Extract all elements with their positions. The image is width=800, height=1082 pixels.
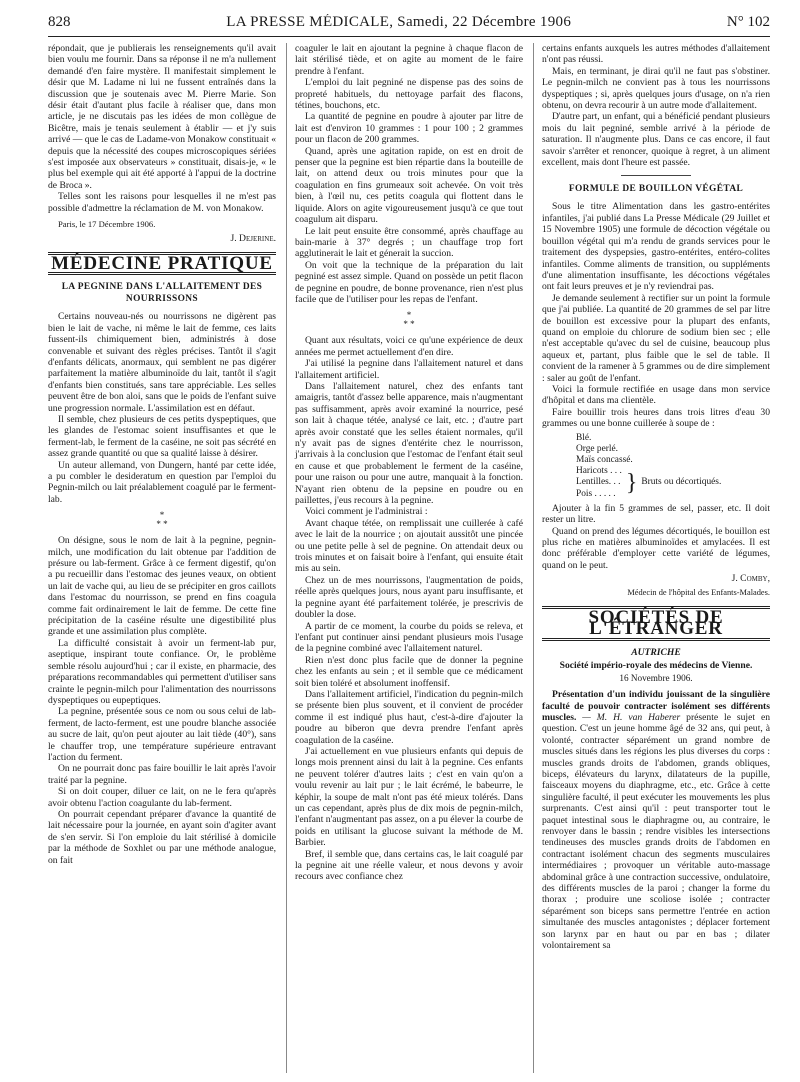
paragraph: certains enfants auxquels les autres méthodes d'allaitement n'ont pas réussi. [542, 43, 770, 66]
paragraph: Dans l'allaitement naturel, chez des enfants tant amaigris, tantôt d'assez belle apparence, mais n'augmentant pas suffisamment, après avoir examiné la nourrice, pesé son lait à chaque tétée, analysé ce lait, etc. ; d'autre part après avoir constaté que les selles étaient normales, qu'il n'y avait pas de signes d'entérite chez le nourrisson, j'arrivais à la conclusion que l'estomac de l'enfant était seul en cause et que probablement le ferment de la caséine, pour une raison ou pour une autre, manquait à la fonction. N'ayant rien obtenu de la pepsine en poudre ou en paillettes, j'eus recours à la pegnine. [295, 380, 523, 507]
communication-title: Présentation d'un individu jouissant de la singulière faculté de pouvoir contracter isolément ses différents muscles. [542, 689, 770, 723]
signature: J. Dejerine. [230, 232, 276, 244]
list-note: Bruts ou décortiqués. [641, 477, 722, 488]
paragraph: Telles sont les raisons pour lesquelles il ne m'est pas possible d'admettre la réclamation de M. von Monakow. [48, 191, 276, 214]
list-item: Blé. [576, 432, 592, 443]
section-title-medecine-pratique: MÉDECINE PRATIQUE [48, 252, 276, 275]
paragraph: Il semble, chez plusieurs de ces petits dyspeptiques, que les glandes de l'estomac soient insuffisantes et que le ferment-lab, le ferment de la caséine, ne soit pas sécrété en assez grande quantité ou que sa qualité laisse à désirer. [48, 413, 276, 460]
list-item: Orge perlé. [576, 443, 618, 454]
paragraph: On désigne, sous le nom de lait à la pegnine, pegnin-milch, une modification du lait obtenue par l'addition de présure ou lab-ferment. Grâce à ce ferment digestif, qu'on a pu recueillir dans l'estomac des jeunes veaux, on obtient un lait de vache qui, au lieu de se précipiter en gros caillots dans l'estomac du nourrisson, se prend en fins coagula comme fait ordinairement le lait de femme. De cette fine précipitation de la caséine résulte une digestibilité plus grande et une assimilation plus complète. [48, 535, 276, 638]
paragraph: La difficulté consistait à avoir un ferment-lab pur, aseptique, inspirant toute confiance. Or, le problème semble résolu aujourd'hui ; car il existe, en pharmacie, des préparations recommandables qui permettent d'utiliser sans crainte le pegnin-milch pour l'alimentation des nourrissons dyspeptiques ou eupeptiques. [48, 637, 276, 706]
paragraph: On voit que la technique de la préparation du lait pegniné est assez simple. Quand on possède un petit flacon de pegnine en poudre, de bonne provenance, rien n'est plus facile que de l'utiliser pour les repas de l'enfant. [295, 259, 523, 305]
column-1 [48, 43, 276, 1073]
paragraph: Certains nouveau-nés ou nourrissons ne digèrent pas bien le lait de vache, ni même le lait de femme, ces laits fussent-ils chimiquement bien, administrés à dose convenable et suivant des règles précises. Tantôt il s'agit d'enfants délicats, anormaux, qui semblent ne pas digérer parfaitement la matière albuminoïde du lait, tantôt il s'agit d'enfants bien constitués, sans tare appréciable. Les selles peuvent être de bon aloi, sans que le poids de l'enfant suive une progression normale. L'assimilation est en défaut. [48, 311, 276, 414]
paragraph: La pegnine, présentée sous ce nom ou sous celui de lab-ferment, de lacto-ferment, est une poudre blanche associée au sucre de lait, qu'on peut ajouter au lait tiède (40°), sans le chauffer trop, une température supérieure entravant l'action du ferment. [48, 706, 276, 763]
paragraph: On ne pourrait donc pas faire bouillir le lait après l'avoir traité par la pegnine. [48, 763, 276, 786]
communication-text: présente le sujet en question. C'est un jeune homme âgé de 32 ans, qui peut, à volonté, contracter séparément un grand nombre de muscles situés dans les régions les plus diverses du corps : muscles grands droits de l'abdomen, grands obliques, biceps, élévateurs du larynx, dilatateurs de la pupille, faisceaux moyens du diaphragme, etc., etc. Grâce à cette singulière faculté, il peut exécuter les mouvements les plus surprenants. C'est ainsi qu'il : peut transporter tout le paquet intestinal sous le diaphragme ou, au contraire, le renvoyer dans le bassin ; rendre visibles les intersections tendineuses des muscles grands droits de l'abdomen en contractant isolément chacun des segments musculaires intermédiaires ; provoquer un véritable auto-massage abdominal grâce à une contraction successive, ondulatoire, des différents muscles de la paroi ; changer la forme du thorax ; produire une scoliose isolée ; contracter séparément son biceps sans permettre l'entrée en action simultanée des muscles antagonistes ; déplacer fortement son larynx par en haut ou par en bas ; dilater volontairement sa [542, 711, 770, 952]
divider [621, 175, 691, 176]
paragraph: La quantité de pegnine en poudre à ajouter par litre de lait est d'environ 10 grammes : 1 pour 100 ; 2 grammes pour un flacon de 200 grammes. [295, 111, 523, 146]
list-item: Maïs concassé. [576, 455, 633, 465]
article-title: FORMULE DE BOUILLON VÉGÉTAL [568, 184, 744, 195]
society-name: Société império-royale des médecins de Vienne. [559, 660, 753, 672]
paragraph: Voici la formule rectifiée en usage dans mon service d'hôpital et dans ma clientèle. [542, 383, 770, 407]
paragraph: Dans l'allaitement artificiel, l'indication du pegnin-milch se présente bien plus souvent, et il convient de procéder comme il est indiqué plus haut, c'est-à-dire d'ajouter la poudre au biberon que devra prendre l'enfant après coagulation de la caséine. [295, 688, 523, 746]
paragraph: Voici comment je l'administrai : [305, 506, 428, 518]
paragraph: Si on doit couper, diluer ce lait, on ne le fera qu'après avoir obtenu l'action coagulante du lab-ferment. [48, 786, 276, 809]
paragraph: coaguler le lait en ajoutant la pegnine à chaque flacon de lait stérilisé tiède, et on agite au moment de le faire prendre à l'enfant. [295, 43, 523, 77]
paragraph: Rien n'est donc plus facile que de donner la pegnine chez les enfants au sein ; et il semble que ce médicament soit bien toléré et absolument inoffensif. [295, 654, 523, 689]
page-header [48, 14, 770, 37]
columns [48, 43, 770, 1073]
paragraph: Quant aux résultats, voici ce qu'une expérience de deux années me permet actuellement d'en dire. [295, 335, 523, 358]
section-separator-stars: * * * [156, 510, 168, 530]
paragraph: Ajouter à la fin 5 grammes de sel, passer, etc. Il doit rester un litre. [542, 502, 770, 526]
column-2 [286, 43, 523, 1073]
paragraph: Quand on prend des légumes décortiqués, le bouillon est plus riche en matières albuminoïdes et amylacées. Il est donc préférable d'employer cette variété de légumes, quand on le peut. [542, 525, 770, 571]
paragraph: Le lait peut ensuite être consommé, après chauffage au bain-marie à 37° degrés ; un chauffage trop fort agglutinerait le lait et génerait la succion. [295, 225, 523, 260]
session-date: 16 Novembre 1906. [619, 672, 693, 683]
list-item: Haricots . . . [576, 466, 622, 477]
paragraph: D'autre part, un enfant, qui a bénéficié pendant plusieurs mois du lait pegniné, semble arrivé à la période de saturation. Il n'augmente plus. Dans ce cas encore, il faut savoir s'arrêter et renoncer, quoique à regret, à un aliment excellent, mais dont l'heure est passée. [542, 111, 770, 169]
column-3 [533, 43, 770, 1073]
paragraph: répondait, que je publierais les renseignements qu'il avait bien voulu me fournir. Dans sa réponse il ne m'a nullement demandé d'en faire mystère. Il manifestait simplement le désir que M. Ladame ni lui ne fussent entraînés dans la discussion que je soutenais avec M. Pierre Marie. Son désir était d'autant plus facile à réaliser que, dans mon article, je ne discutais pas les idées de mon collègue de Bicêtre, mais je tenais seulement à établir — et j'y suis arrivé — que le cas de Ladame-von Monakow constituait « depuis que la nécessité des coupes microscopiques sériées s'est imposée aux observateurs » constituait, disais-je, « le plus bel exemple qui ait été apporté à l'appui de la doctrine de Broca ». [48, 43, 276, 191]
paragraph: Un auteur allemand, von Dungern, hanté par cette idée, a pu combler le desideratum en question par l'emploi du Pegnin-milch ou lait préalablement coagulé par le ferment-lab. [48, 459, 276, 505]
section-title-societes: SOCIÉTÉS DE L'ÉTRANGER [542, 606, 770, 641]
letter-date: Paris, le 17 Décembre 1906. [58, 219, 156, 230]
paragraph: Avant chaque tétée, on remplissait une cuillerée à café avec le lait de la nourrice ; on ajoutait aussitôt une pincée ou une petite pelle à sel de pegnine. On attendait deux ou trois minutes et on faisait boire à l'enfant, qui ensuite était mis au sein. [295, 517, 523, 575]
article-title: LA PEGNINE DANS L'ALLAITEMENT DES NOURRISSONS [61, 282, 263, 305]
legume-group [576, 466, 770, 500]
journal-title: LA PRESSE MÉDICALE, Samedi, 22 Décembre 1906 [226, 14, 572, 30]
signature: J. Comby, [731, 573, 770, 585]
paragraph: A partir de ce moment, la courbe du poids se releva, et l'enfant put continuer ainsi pendant plusieurs mois l'usage de la pegnine combiné avec l'allaitement naturel. [295, 620, 523, 655]
brace: } [625, 470, 638, 496]
author: — M. H. van Haberer [576, 711, 681, 723]
country-heading: AUTRICHE [631, 646, 681, 658]
paragraph: Faire bouillir trois heures dans trois litres d'eau 30 grammes ou une bonne cuillerée à soupe de : [542, 406, 770, 430]
paragraph: On pourrait cependant préparer d'avance la quantité de lait nécessaire pour la journée, en ayant soin d'agiter avant de s'en servir. Si l'on emploie du lait stérilisé à domicile par la méthode de Soxhlet ou par une méthode analogue, on fait [48, 808, 276, 866]
ingredient-list [542, 433, 770, 500]
paragraph [542, 689, 770, 951]
affiliation: Médecin de l'hôpital des Enfants-Malades. [627, 587, 770, 597]
paragraph: Sous le titre Alimentation dans les gastro-entérites infantiles, j'ai publié dans La Presse Médicale (29 Juillet et 15 Novembre 1905) une formule de décoction végétale ou bouillon végétal qui m'a rendu de grands services pour le traitement des dyspepsies, gastro-entérites, entéro-colites infantiles. Comme aliments de transition, ou suppléments d'une alimentation insuffisante, les décoctions végétales ont fait leurs preuves et je n'y reviendrai pas. [542, 201, 770, 293]
paragraph: Bref, il semble que, dans certains cas, le lait coagulé par la pegnine ait une réelle valeur, et nous devons y avoir recours avec confiance chez [295, 848, 523, 883]
section-separator-stars: * * * [403, 310, 415, 330]
paragraph: L'emploi du lait pegniné ne dispense pas des soins de propreté habituels, du nettoyage parfait des flacons, tétines, bouchons, etc. [295, 77, 523, 112]
list-item: Pois . . . . . [576, 488, 616, 499]
paragraph: Je demande seulement à rectifier sur un point la formule que j'ai publiée. La quantité de 20 grammes de sel par litre de bouillon est excessive pour la plupart des enfants, quand on emploie du chlorure de sodium bien sec ; elle n'est acceptable qu'avec du sel de cuisine, beaucoup plus aqueux et, partant, plus faible que le sel de table. Il convient de la ramener à 5 grammes ou de dire simplement : saler au goût de l'enfant. [542, 292, 770, 384]
journal-page [48, 14, 770, 1074]
paragraph: Quand, après une agitation rapide, on est en droit de penser que la pegnine est bien répartie dans la bouteille de lait, on attend deux ou trois minutes pour que la coagulation en fins grumeaux soit achevée. On voit très bien, à l'œil nu, ces petits coagula qui flottent dans le liquide. Alors on agite vigoureusement jusqu'à ce que tout coagulum ait disparu. [295, 145, 523, 226]
issue-number: N° 102 [726, 14, 770, 30]
page-number: 828 [48, 14, 71, 30]
list-item: Lentilles. . . [576, 477, 621, 488]
paragraph: Chez un de mes nourrissons, l'augmentation de poids, réelle après quelques jours, nous ayant paru insuffisante, et la pegnine ayant été parfaitement tolérée, je prescrivis de doubler la dose. [295, 574, 523, 621]
paragraph: J'ai utilisé la pegnine dans l'allaitement naturel et dans l'allaitement artificiel. [295, 358, 523, 381]
paragraph: Mais, en terminant, je dirai qu'il ne faut pas s'obstiner. Le pegnin-milch ne convient pas à tous les nourrissons dyspeptiques ; si, après quelques jours d'usage, on n'a rien obtenu, on devra recourir à un autre mode d'allaitement. [542, 65, 770, 112]
paragraph: J'ai actuellement en vue plusieurs enfants qui depuis de longs mois prennent ainsi du lait à la pegnine. Ces enfants ne peuvent tolérer d'autres laits ; c'est en vain qu'on a voulu revenir au lait pur ; le lait écrémé, le babeurre, le képhir, la soupe de malt n'ont pas été mieux tolérés. Dans un cas cependant, après plus de dix mois de pegnin-milch, l'enfant n'augmentant pas assez, on a pu élever la courbe de poids en utilisant la glucose suivant la méthode de M. Barbier. [295, 745, 523, 849]
